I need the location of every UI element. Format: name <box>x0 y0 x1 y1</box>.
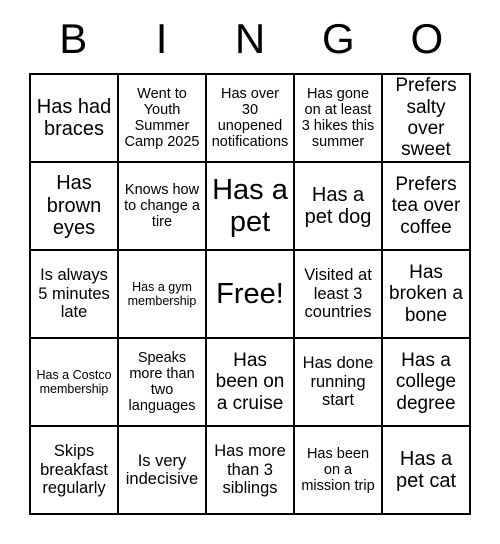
bingo-cell[interactable]: Is always 5 minutes late <box>30 250 118 338</box>
bingo-cell[interactable]: Knows how to change a tire <box>118 162 206 250</box>
bingo-cell[interactable]: Prefers tea over coffee <box>382 162 470 250</box>
bingo-cell[interactable]: Went to Youth Summer Camp 2025 <box>118 74 206 162</box>
bingo-cell[interactable]: Has a college degree <box>382 338 470 426</box>
bingo-cell[interactable]: Has a Costco membership <box>30 338 118 426</box>
header-letter-i: I <box>155 14 168 62</box>
bingo-cell[interactable]: Has more than 3 siblings <box>206 426 294 514</box>
header-letter-o: O <box>410 14 444 62</box>
bingo-header <box>29 0 471 73</box>
bingo-cell[interactable]: Has been on a mission trip <box>294 426 382 514</box>
bingo-cell[interactable]: Has a gym membership <box>118 250 206 338</box>
bingo-cell[interactable]: Has a pet dog <box>294 162 382 250</box>
bingo-cell[interactable]: Is very indecisive <box>118 426 206 514</box>
bingo-cell[interactable]: Has over 30 unopened notifications <box>206 74 294 162</box>
bingo-board <box>29 73 471 515</box>
bingo-cell[interactable]: Prefers salty over sweet <box>382 74 470 162</box>
bingo-cell[interactable]: Has a pet cat <box>382 426 470 514</box>
bingo-cell[interactable]: Has gone on at least 3 hikes this summer <box>294 74 382 162</box>
bingo-cell[interactable]: Speaks more than two languages <box>118 338 206 426</box>
bingo-cell[interactable]: Has a pet <box>206 162 294 250</box>
bingo-cell[interactable]: Has had braces <box>30 74 118 162</box>
header-letter-b: B <box>59 14 88 62</box>
bingo-cell[interactable]: Skips breakfast regularly <box>30 426 118 514</box>
header-letter-g: G <box>322 14 355 62</box>
header-letter-n: N <box>234 14 266 62</box>
bingo-cell[interactable]: Has broken a bone <box>382 250 470 338</box>
free-space-cell[interactable]: Free! <box>206 250 294 338</box>
bingo-cell[interactable]: Has done running start <box>294 338 382 426</box>
bingo-cell[interactable]: Visited at least 3 countries <box>294 250 382 338</box>
bingo-cell[interactable]: Has brown eyes <box>30 162 118 250</box>
bingo-cell[interactable]: Has been on a cruise <box>206 338 294 426</box>
